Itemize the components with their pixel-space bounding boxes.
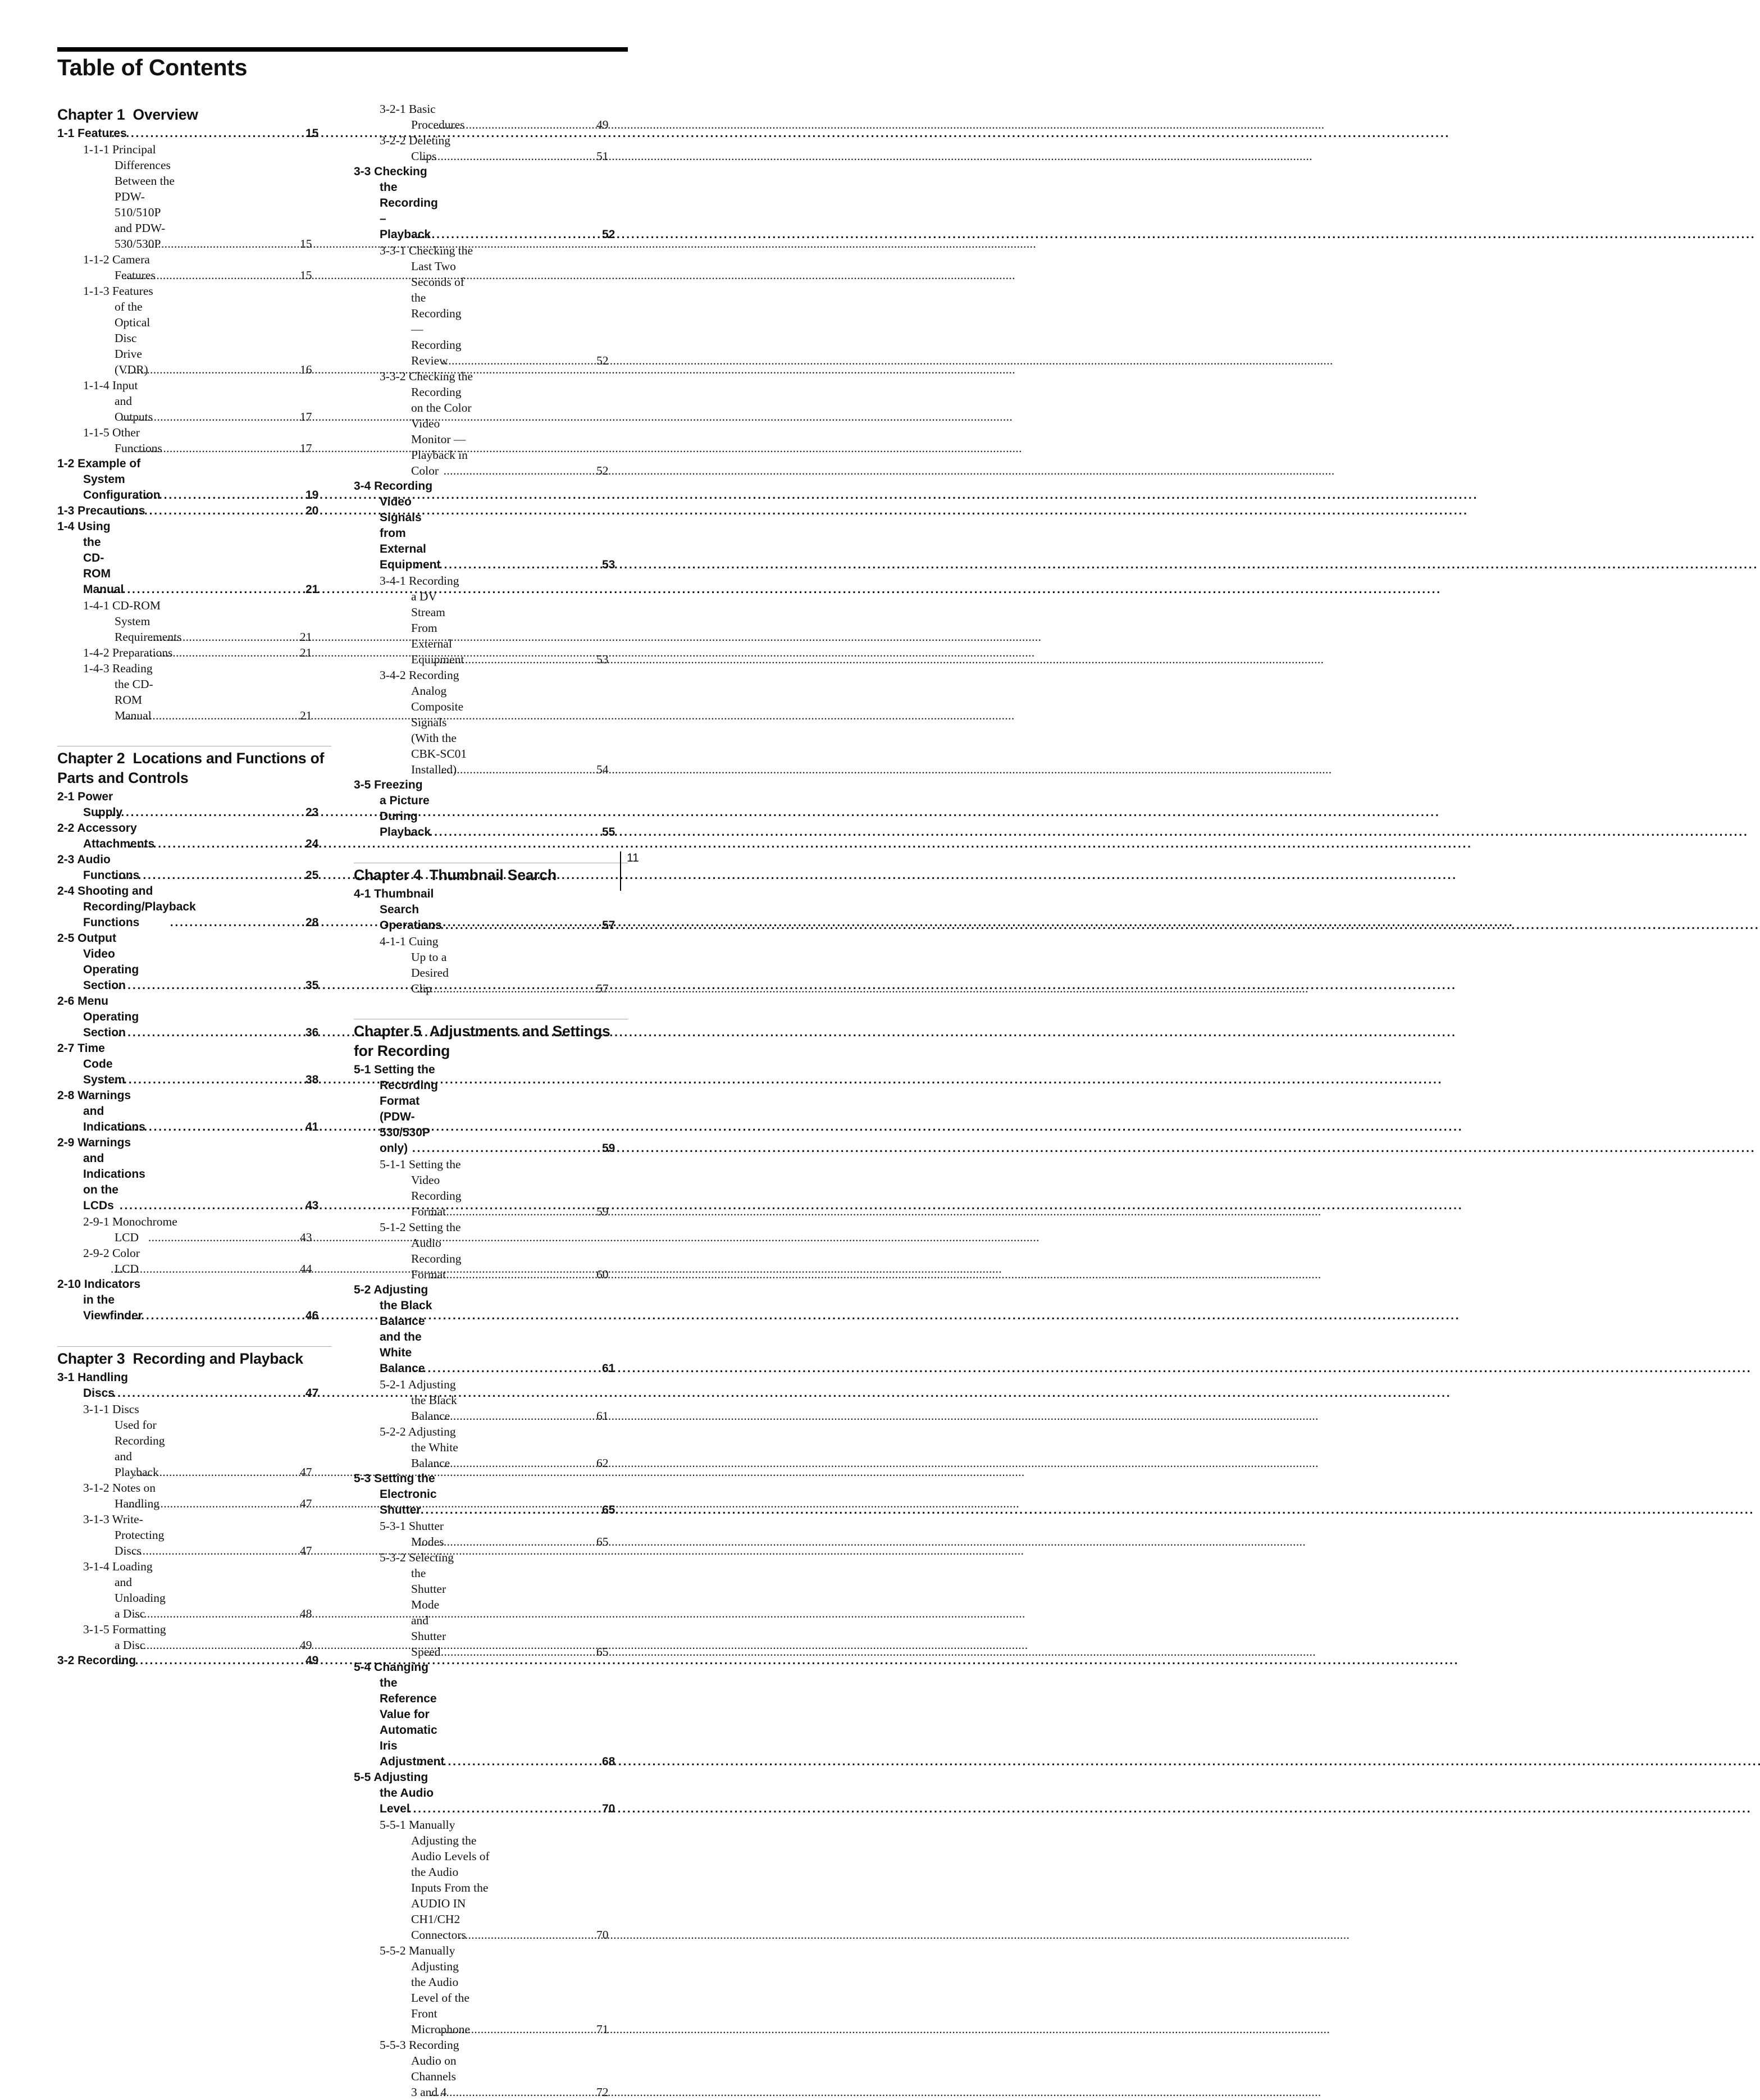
chapter-number: Chapter 5 bbox=[354, 1023, 422, 1040]
toc-subsection-entry[interactable]: 1-1-3 Features of the Optical Disc Drive (VDR) . . . 16 bbox=[57, 283, 331, 377]
entry-title: 1-4-1 CD-ROM System Requirements bbox=[83, 599, 182, 644]
dot-leader bbox=[139, 868, 331, 883]
chapter-heading bbox=[57, 105, 331, 125]
toc-subsection-entry[interactable]: 5-2-1 Adjusting the Black Balance . . . 61 bbox=[354, 1377, 628, 1424]
dot-leader bbox=[142, 1653, 331, 1669]
entry-title: 3-1-1 Discs Used for Recording and Playback bbox=[83, 1402, 165, 1479]
entry-title: 5-5-3 Recording Audio on Channels 3 and 4 bbox=[380, 2038, 459, 2099]
toc-section-entry[interactable]: 5-3 Setting the Electronic Shutter . . . 65 bbox=[354, 1471, 628, 1518]
toc-column-right bbox=[354, 101, 628, 2100]
toc-subsection-entry[interactable]: 3-1-2 Notes on Handling . . . 47 bbox=[57, 1480, 331, 1511]
toc-section-entry[interactable]: 3-4 Recording Video Signals from External Equipment . . . 53 bbox=[354, 479, 628, 573]
entry-title: 3-2-1 Basic Procedures bbox=[380, 102, 465, 131]
entry-title: 2-1 Power Supply bbox=[57, 790, 123, 819]
entry-title: 3-5 Freezing a Picture During Playback bbox=[354, 778, 431, 839]
toc-subsection-entry[interactable]: 1-4-2 Preparations . . . 21 bbox=[57, 645, 331, 660]
entry-title: 1-1-5 Other Functions bbox=[83, 426, 162, 455]
toc-section-entry[interactable]: 2-2 Accessory Attachments . . . 24 bbox=[57, 821, 331, 852]
toc-subsection-entry[interactable]: 5-5-3 Recording Audio on Channels 3 and 4 . . . 72 bbox=[354, 2037, 628, 2100]
entry-title: 1-1-2 Camera Features bbox=[83, 253, 156, 282]
toc-subsection-entry[interactable]: 1-4-1 CD-ROM System Requirements . . . 21 bbox=[57, 598, 331, 645]
toc-subsection-entry[interactable]: 3-2-1 Basic Procedures . . . 49 bbox=[354, 101, 628, 133]
entry-title: 1-2 Example of System Configuration bbox=[57, 457, 161, 502]
title-rule bbox=[57, 47, 628, 52]
chapter-2 bbox=[57, 746, 331, 1324]
entry-title: 1-1 Features bbox=[57, 127, 127, 140]
toc-section-entry[interactable]: 1-3 Precautions . . . 20 bbox=[57, 503, 331, 519]
entry-title: 5-1-2 Setting the Audio Recording Format bbox=[380, 1220, 462, 1281]
dot-leader bbox=[431, 824, 628, 840]
toc-subsection-entry[interactable]: 5-2-2 Adjusting the White Balance . . . 62 bbox=[354, 1424, 628, 1471]
toc-subsection-entry[interactable]: 5-5-1 Manually Adjusting the Audio Levels of the Audio Inputs From the AUDIO IN CH1/CH2 Connectors . . . 70 bbox=[354, 1817, 628, 1943]
chapter-number: Chapter 1 bbox=[57, 106, 125, 123]
entry-title: 2-10 Indicators in the Viewfinder bbox=[57, 1278, 143, 1322]
entry-title: 2-4 Shooting and Recording/Playback Functions bbox=[57, 885, 196, 929]
toc-section-entry[interactable]: 4-1 Thumbnail Search Operations . . . 57 bbox=[354, 886, 628, 933]
toc-section-entry[interactable]: 2-3 Audio Functions . . . 25 bbox=[57, 852, 331, 883]
entry-title: 5-5-2 Manually Adjusting the Audio Level of the Front Microphone bbox=[380, 1944, 471, 2036]
toc-section-entry[interactable]: 1-2 Example of System Configuration . . . 19 bbox=[57, 456, 331, 503]
entry-title: 3-1-3 Write-Protecting Discs bbox=[83, 1513, 165, 1557]
toc-column-left bbox=[57, 105, 331, 1669]
entry-title: 3-1 Handling Discs bbox=[57, 1371, 129, 1400]
entry-title: 5-2-2 Adjusting the White Balance bbox=[380, 1425, 458, 1470]
toc-section-entry[interactable]: 2-9 Warnings and Indications on the LCDs . . . 43 bbox=[57, 1135, 331, 1214]
chapter-title: Thumbnail Search bbox=[429, 867, 557, 883]
dot-leader bbox=[134, 1386, 331, 1401]
dot-leader bbox=[445, 1754, 628, 1770]
dot-leader bbox=[139, 978, 331, 994]
toc-section-entry[interactable]: 2-8 Warnings and Indications . . . 41 bbox=[57, 1088, 331, 1135]
entry-title: 5-2 Adjusting the Black Balance and the White Balance bbox=[354, 1283, 432, 1375]
dot-leader bbox=[437, 1502, 628, 1518]
toc-section-entry[interactable]: 3-5 Freezing a Picture During Playback . . . 55 bbox=[354, 777, 628, 840]
entry-title: 1-4 Using the CD-ROM Manual bbox=[57, 520, 124, 596]
dot-leader bbox=[124, 582, 331, 598]
entry-title: 4-1 Thumbnail Search Operations bbox=[354, 887, 442, 932]
dot-leader bbox=[139, 1025, 331, 1041]
chapter-title: Adjustments and Settings for Recording bbox=[354, 1023, 610, 1059]
toc-subsection-entry[interactable]: 3-4-2 Recording Analog Composite Signals (With the CBK-SC01 Installed) . . . 54 bbox=[354, 667, 628, 777]
entry-title: 5-3 Setting the Electronic Shutter bbox=[354, 1472, 437, 1516]
toc-subsection-entry[interactable]: 5-3-1 Shutter Modes . . . 65 bbox=[354, 1518, 628, 1550]
toc-section-entry[interactable]: 2-1 Power Supply . . . 23 bbox=[57, 789, 331, 821]
chapter-number: Chapter 4 bbox=[354, 867, 422, 883]
entry-title: 4-1-1 Cuing Up to a Desired Clip bbox=[380, 935, 449, 995]
entry-title: 5-1 Setting the Recording Format (PDW-530/530P only) bbox=[354, 1063, 438, 1155]
chapter-number: Chapter 2 bbox=[57, 750, 125, 767]
toc-section-entry[interactable]: 2-6 Menu Operating Section . . . 36 bbox=[57, 994, 331, 1041]
toc-subsection-entry[interactable]: 1-1-4 Input and Outputs . . . 17 bbox=[57, 377, 331, 425]
toc-subsection-entry[interactable]: 5-1-1 Setting the Video Recording Format . . . 59 bbox=[354, 1156, 628, 1219]
chapter-title: Locations and Functions of Parts and Controls bbox=[57, 750, 325, 786]
chapter-heading bbox=[57, 1349, 331, 1369]
dot-leader bbox=[441, 557, 628, 573]
toc-subsection-entry[interactable]: 2-9-2 Color LCD . . . 44 bbox=[57, 1245, 331, 1277]
entry-title: 2-7 Time Code System bbox=[57, 1042, 125, 1086]
toc-subsection-entry[interactable]: 3-3-1 Checking the Last Two Seconds of the Recording — Recording Review . . . 52 bbox=[354, 243, 628, 368]
chapter-title: Recording and Playback bbox=[133, 1350, 303, 1367]
toc-subsection-entry[interactable]: 3-1-5 Formatting a Disc . . . 49 bbox=[57, 1621, 331, 1653]
toc-subsection-entry[interactable]: 1-1-2 Camera Features . . . 15 bbox=[57, 252, 331, 283]
chapter-title: Overview bbox=[133, 106, 198, 123]
toc-section-entry[interactable]: 5-1 Setting the Recording Format (PDW-530/530P only) . . . 59 bbox=[354, 1062, 628, 1156]
entry-title: 5-5 Adjusting the Audio Level bbox=[354, 1771, 434, 1815]
entry-title: 5-1-1 Setting the Video Recording Format bbox=[380, 1158, 462, 1218]
entry-title: 3-4-1 Recording a DV Stream From External Equipment bbox=[380, 574, 464, 666]
toc-subsection-entry[interactable]: 1-4-3 Reading the CD-ROM Manual . . . 21 bbox=[57, 660, 331, 723]
dot-leader bbox=[151, 503, 331, 519]
dot-leader bbox=[438, 1141, 628, 1156]
dot-leader bbox=[125, 1072, 331, 1088]
dot-leader bbox=[145, 1119, 331, 1135]
dot-leader bbox=[122, 805, 331, 821]
chapter-heading bbox=[354, 865, 628, 885]
entry-title: 1-4-3 Reading the CD-ROM Manual bbox=[83, 662, 153, 722]
entry-title: 3-2-2 Deleting Clips bbox=[380, 134, 450, 163]
entry-title: 5-2-1 Adjusting the Black Balance bbox=[380, 1378, 457, 1423]
entry-title: 1-1-3 Features of the Optical Disc Drive (VDR) bbox=[83, 284, 153, 376]
dot-leader bbox=[438, 227, 628, 243]
entry-title: 5-5-1 Manually Adjusting the Audio Levels of the Audio Inputs From the AUDIO IN CH1/CH2 Connectors bbox=[380, 1818, 490, 1942]
chapter-5 bbox=[354, 1019, 628, 2100]
entry-title: 2-3 Audio Functions bbox=[57, 853, 140, 882]
entry-title: 2-2 Accessory Attachments bbox=[57, 822, 155, 850]
entry-title: 5-3-1 Shutter Modes bbox=[380, 1519, 444, 1548]
dot-leader bbox=[145, 1198, 331, 1214]
entry-title: 3-1-4 Loading and Unloading a Disc bbox=[83, 1560, 166, 1620]
toc-subsection-entry[interactable]: 2-9-1 Monochrome LCD . . . 43 bbox=[57, 1214, 331, 1245]
entry-title: 3-4 Recording Video Signals from External Equipment bbox=[354, 480, 441, 571]
page-number: 11 bbox=[627, 851, 639, 864]
toc-subsection-entry[interactable]: 3-1-4 Loading and Unloading a Disc . . . 48 bbox=[57, 1559, 331, 1621]
toc-subsection-entry[interactable]: 5-3-2 Selecting the Shutter Mode and Shutter Speed . . . 65 bbox=[354, 1550, 628, 1660]
toc-section-entry[interactable]: 5-5 Adjusting the Audio Level . . . 70 bbox=[354, 1770, 628, 1817]
page-title: Table of Contents bbox=[57, 54, 248, 80]
toc-subsection-entry[interactable]: 4-1-1 Cuing Up to a Desired Clip . . . 57 bbox=[354, 933, 628, 996]
chapter-4 bbox=[354, 863, 628, 996]
toc-subsection-entry[interactable]: 3-3-2 Checking the Recording on the Color Video Monitor — Playback in Color . . . 52 bbox=[354, 368, 628, 479]
chapter-3-continued bbox=[354, 101, 628, 840]
toc-section-entry[interactable]: 2-7 Time Code System . . . 38 bbox=[57, 1041, 331, 1088]
entry-title: 3-1-2 Notes on Handling bbox=[83, 1481, 160, 1510]
dot-leader bbox=[434, 1801, 628, 1817]
entry-title: 2-9 Warnings and Indications on the LCDs bbox=[57, 1136, 145, 1212]
dot-leader bbox=[434, 1361, 628, 1377]
page-number-rule bbox=[620, 851, 621, 891]
toc-subsection-entry[interactable]: 1-1-1 Principal Differences Between the PDW-510/510P and PDW-530/530P . . . 15 bbox=[57, 142, 331, 252]
toc-subsection-entry[interactable]: 3-1-3 Write-Protecting Discs . . . 47 bbox=[57, 1511, 331, 1559]
entry-title: 3-3-1 Checking the Last Two Seconds of the Recording — Recording Review bbox=[380, 244, 473, 367]
dot-leader bbox=[442, 918, 628, 933]
entry-title: 2-5 Output Video Operating Section bbox=[57, 932, 139, 992]
chapter-number: Chapter 3 bbox=[57, 1350, 125, 1367]
toc-section-entry[interactable]: 3-3 Checking the Recording – Playback . . . 52 bbox=[354, 164, 628, 243]
dot-leader bbox=[133, 126, 331, 142]
toc-section-entry[interactable]: 2-10 Indicators in the Viewfinder . . . 46 bbox=[57, 1277, 331, 1324]
chapter-heading bbox=[57, 749, 331, 788]
toc-subsection-entry[interactable]: 3-2-2 Deleting Clips . . . 51 bbox=[354, 133, 628, 164]
chapter-heading bbox=[354, 1022, 628, 1061]
toc-section-entry[interactable]: 2-4 Shooting and Recording/Playback Functions . . . 28 bbox=[57, 883, 331, 931]
toc-page bbox=[0, 0, 684, 2099]
entry-title: 1-1-4 Input and Outputs bbox=[83, 379, 153, 423]
toc-subsection-entry[interactable]: 5-5-2 Manually Adjusting the Audio Level of the Front Microphone . . . 71 bbox=[354, 1943, 628, 2037]
toc-subsection-entry[interactable]: 3-1-1 Discs Used for Recording and Playback . . . 47 bbox=[57, 1401, 331, 1480]
entry-title: 5-3-2 Selecting the Shutter Mode and Shutter Speed bbox=[380, 1551, 454, 1659]
entry-title: 3-2 Recording bbox=[57, 1654, 136, 1667]
entry-title: 1-1-1 Principal Differences Between the PDW-510/510P and PDW-530/530P bbox=[83, 143, 175, 250]
toc-section-entry[interactable]: 5-2 Adjusting the Black Balance and the White Balance . . . 61 bbox=[354, 1282, 628, 1377]
toc-subsection-entry[interactable]: 3-4-1 Recording a DV Stream From External Equipment . . . 53 bbox=[354, 573, 628, 667]
chapter-3 bbox=[57, 1346, 331, 1669]
entry-title: 3-3-2 Checking the Recording on the Color Video Monitor — Playback in Color bbox=[380, 370, 473, 477]
entry-title: 2-6 Menu Operating Section bbox=[57, 995, 139, 1039]
toc-subsection-entry[interactable]: 5-1-2 Setting the Audio Recording Format . . . 60 bbox=[354, 1219, 628, 1282]
dot-leader bbox=[143, 1308, 331, 1324]
chapter-1 bbox=[57, 105, 331, 723]
entry-title: 5-4 Changing the Reference Value for Automatic Iris Adjustment bbox=[354, 1661, 445, 1768]
entry-title: 3-4-2 Recording Analog Composite Signals (With the CBK-SC01 Installed) bbox=[380, 668, 467, 776]
entry-title: 2-8 Warnings and Indications bbox=[57, 1089, 145, 1133]
toc-section-entry[interactable]: 2-5 Output Video Operating Section . . . 35 bbox=[57, 931, 331, 994]
toc-section-entry[interactable]: 1-4 Using the CD-ROM Manual . . . 21 bbox=[57, 519, 331, 598]
entry-title: 1-4-2 Preparations bbox=[83, 646, 173, 659]
entry-title: 1-3 Precautions bbox=[57, 504, 145, 517]
toc-section-entry[interactable]: 1-1 Features . . . 15 bbox=[57, 126, 331, 142]
dot-leader bbox=[154, 836, 331, 852]
toc-subsection-entry[interactable]: 1-1-5 Other Functions . . . 17 bbox=[57, 425, 331, 456]
toc-section-entry[interactable]: 5-4 Changing the Reference Value for Automatic Iris Adjustment . . . 68 bbox=[354, 1660, 628, 1770]
entry-title: 2-9-2 Color LCD bbox=[83, 1246, 140, 1276]
entry-title: 2-9-1 Monochrome LCD bbox=[83, 1215, 177, 1244]
entry-title: 3-1-5 Formatting a Disc bbox=[83, 1623, 166, 1652]
toc-section-entry[interactable]: 3-2 Recording . . . 49 bbox=[57, 1653, 331, 1669]
entry-title: 3-3 Checking the Recording – Playback bbox=[354, 165, 438, 241]
toc-section-entry[interactable]: 3-1 Handling Discs . . . 47 bbox=[57, 1370, 331, 1401]
